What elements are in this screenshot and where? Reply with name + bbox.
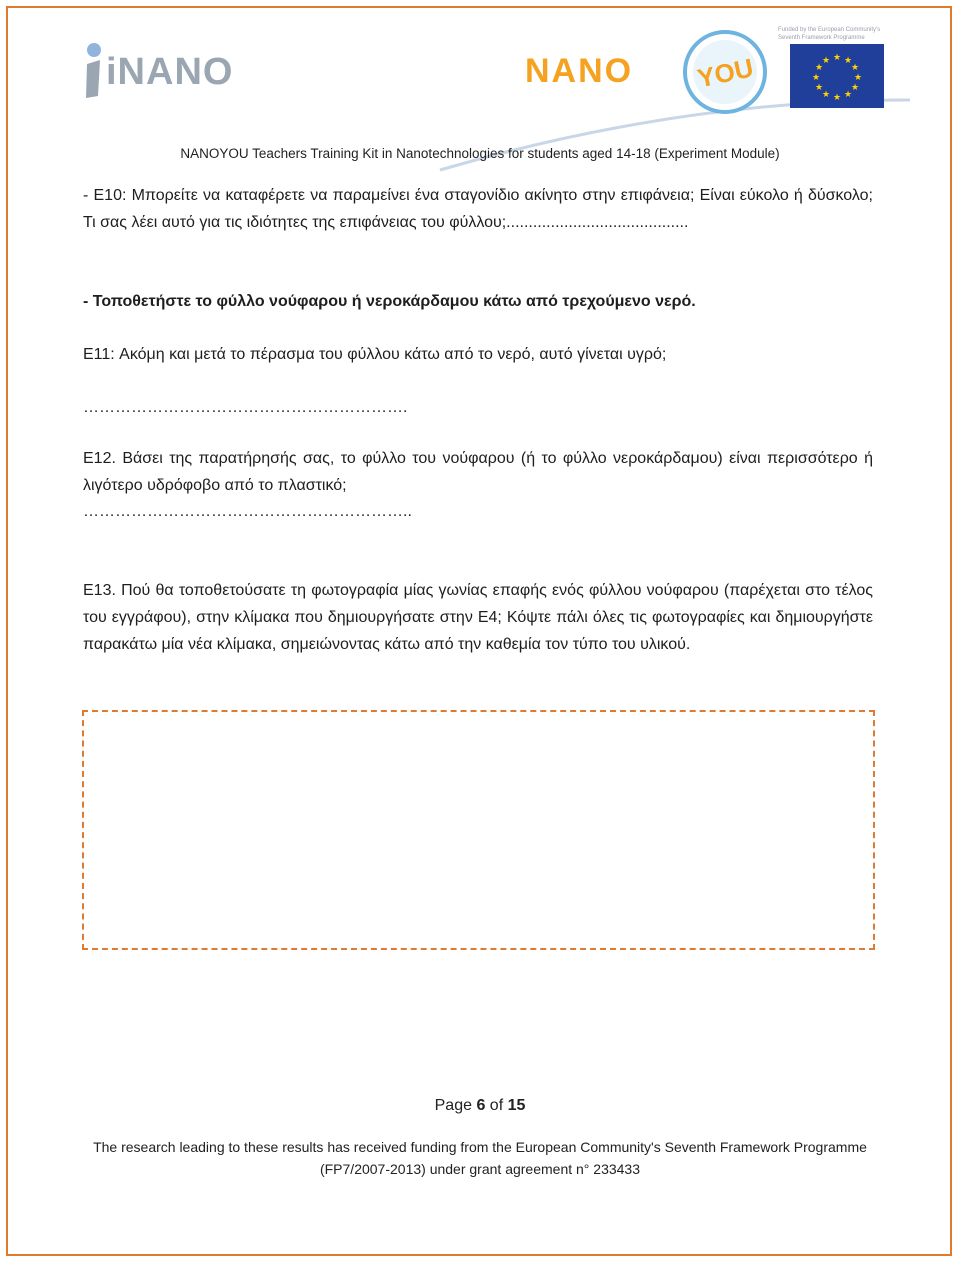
question-e13: E13. Πού θα τοποθετούσατε τη φωτογραφία μίας γωνίας επαφής ενός φύλλου νούφαρου (παρέχεται στο τέλος του εγγράφου), στην κλίμακα που δημιουργήσατε στην E4; Κόψτε πάλι όλες τις φωτογραφίες και δημιουργήστε παρακάτω μία νέα κλίμακα, σημειώνοντας κάτω από την καθεμία τον τύπο του υλικού. xyxy=(83,582,873,653)
eu-funding-caption xyxy=(778,26,898,42)
page-number-total: 15 xyxy=(507,1097,526,1114)
svg-text:★: ★ xyxy=(843,56,853,66)
svg-text:★: ★ xyxy=(843,90,853,100)
running-header-title: NANOYOU Teachers Training Kit in Nanotechnologies for students aged 14-18 (Experiment Module) xyxy=(180,146,780,161)
svg-text:★: ★ xyxy=(850,63,860,73)
nanoyou-logo-you: YOU xyxy=(694,52,757,94)
svg-text:★: ★ xyxy=(832,93,842,103)
instruction-text: - Τοποθετήστε το φύλλο νούφαρου ή νεροκάρδαμου κάτω από τρεχούμενο νερό. xyxy=(83,293,696,310)
svg-text:★: ★ xyxy=(832,53,842,63)
answer-box-scale xyxy=(82,710,875,950)
eu-flag-icon xyxy=(790,44,884,108)
funding-statement-line1: The research leading to these results has received funding from the European Community's Seventh Framework Programme xyxy=(93,1139,867,1155)
nanoyou-logo xyxy=(525,28,775,118)
eu-funding-caption-line1: Funded by the European Community's xyxy=(778,27,881,33)
page-header xyxy=(0,0,960,170)
eu-funding-caption-line2: Seventh Framework Programme xyxy=(778,35,865,41)
svg-text:★: ★ xyxy=(811,73,821,83)
svg-text:★: ★ xyxy=(821,90,831,100)
svg-text:★: ★ xyxy=(850,83,860,93)
svg-text:★: ★ xyxy=(853,73,863,83)
inano-logo-text: iNANO xyxy=(106,51,234,93)
question-e12: E12. Βάσει της παρατήρησής σας, το φύλλο του νούφαρου (ή το φύλλο νεροκάρδαμου) είναι περισσότερο ή λιγότερο υδρόφοβο από το πλαστικό; xyxy=(83,450,873,494)
funding-statement-line2: (FP7/2007-2013) under grant agreement n° 233433 xyxy=(319,1161,641,1177)
answer-line-e11: ……………………………………………………. xyxy=(83,399,408,416)
page-number xyxy=(0,1097,960,1115)
page-number-of: of xyxy=(485,1097,508,1114)
svg-text:★: ★ xyxy=(814,63,824,73)
page-number-prefix: Page xyxy=(434,1097,477,1114)
svg-text:★: ★ xyxy=(814,83,824,93)
nanoyou-logo-nano: NANO xyxy=(525,52,634,90)
answer-line-e12: …………………………………………………….. xyxy=(83,503,412,520)
page-number-current: 6 xyxy=(476,1097,486,1114)
instruction-running-water xyxy=(83,288,873,315)
question-e11: E11: Ακόμη και μετά το πέρασμα του φύλλου κάτω από το νερό, αυτό γίνεται υγρό; xyxy=(83,346,667,363)
question-e10: - E10: Μπορείτε να καταφέρετε να παραμείνει ένα σταγονίδιο ακίνητο στην επιφάνεια; Είναι εύκολο ή δύσκολο; Τι σας λέει αυτό για τις ιδιότητες της επιφάνειας του φύλλου;......................................... xyxy=(83,187,873,231)
svg-text:★: ★ xyxy=(821,56,831,66)
inano-logo xyxy=(82,38,252,102)
